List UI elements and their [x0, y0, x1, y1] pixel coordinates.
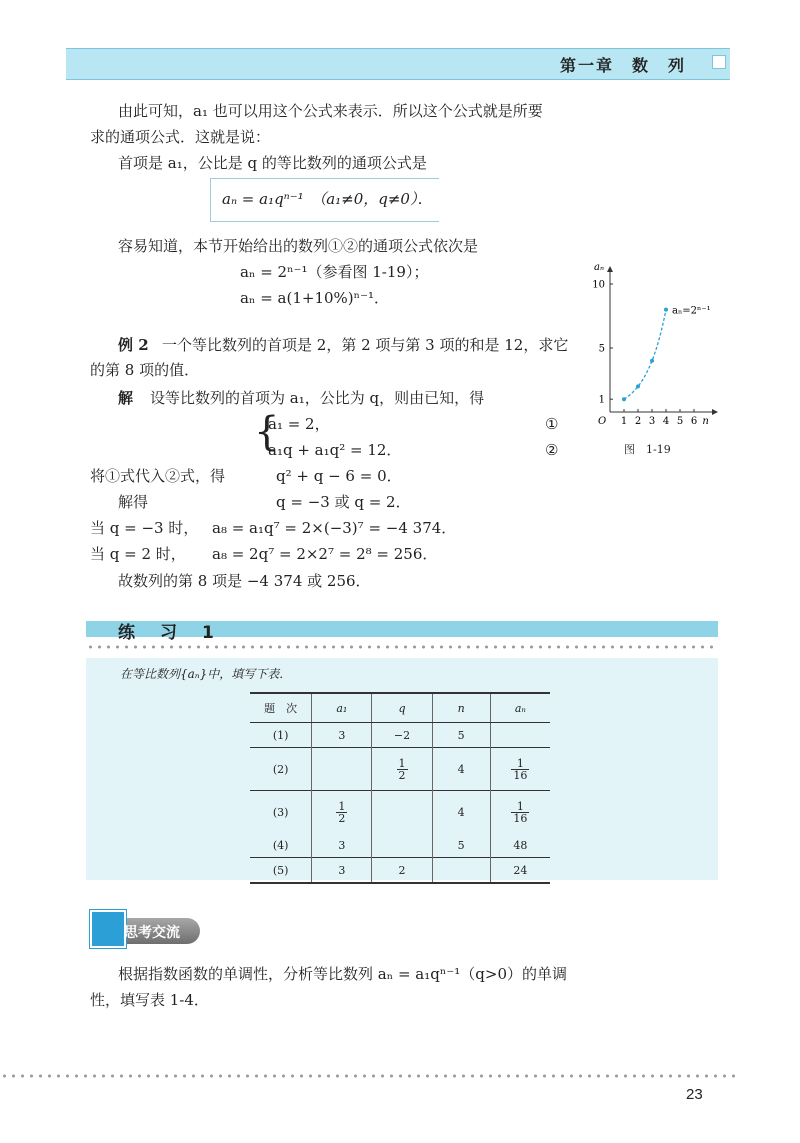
formula-seq1: aₙ = 2ⁿ⁻¹（参看图 1-19）； [240, 263, 429, 281]
table-cell: (5) [250, 858, 312, 884]
solution-text: 设等比数列的首项为 a₁，公比为 q，则由已知，得 [150, 389, 485, 407]
table-cell [490, 748, 550, 791]
solve-equation: q = −3 或 q = 2． [276, 493, 411, 511]
table-cell [490, 723, 550, 748]
x-tick-label: 5 [676, 416, 684, 427]
table-cell: (4) [250, 833, 312, 858]
fraction-numerator: 1 [338, 799, 346, 813]
y-tick-label: 5 [598, 343, 605, 355]
example-label: 例 2 [118, 336, 149, 354]
table-cell: −2 [372, 723, 432, 748]
table-cell: 2 [372, 858, 432, 884]
case1-equation: a₈ = a₁q⁷ = 2×(−3)⁷ = −4 374． [212, 519, 457, 537]
fraction-denominator: 2 [338, 811, 346, 825]
x-tick-label: 1 [620, 416, 628, 427]
para1-line1: 由此可知，a₁ 也可以用这个公式来表示．所以这个公式就是所要 [118, 102, 543, 120]
table-header: a₁ [312, 693, 372, 723]
fraction-numerator: 1 [398, 756, 406, 770]
eq1-marker: ① [545, 415, 559, 433]
solve-lead: 解得 [118, 493, 149, 511]
example-text-line2: 的第 8 项的值． [90, 361, 200, 379]
solution-label: 解 [118, 389, 134, 407]
think-cube-icon [90, 910, 126, 948]
table-cell: 3 [312, 833, 372, 858]
table-cell [312, 791, 372, 834]
fraction-denominator: 16 [513, 811, 528, 825]
substitution-lead: 将①式代入②式，得 [90, 467, 226, 485]
table-cell [432, 858, 490, 884]
table-header: aₙ [490, 693, 550, 723]
table-row [250, 791, 550, 834]
table-cell: 24 [490, 858, 550, 884]
data-point [664, 308, 668, 312]
exponential-curve [624, 310, 666, 400]
x-axis-label: n [702, 416, 709, 427]
x-axis-arrow [712, 409, 718, 415]
x-tick-label: 3 [648, 416, 656, 427]
fraction-denominator: 16 [513, 768, 528, 782]
x-tick-label: 4 [662, 416, 670, 427]
table-row [250, 723, 550, 748]
table-cell: 3 [312, 858, 372, 884]
table-cell [372, 791, 432, 834]
exercise-title: 练 习 1 [118, 623, 218, 643]
substitution-equation: q² + q − 6 = 0． [276, 467, 402, 485]
think-line2: 性，填写表 1-4． [90, 991, 209, 1009]
origin-label: O [598, 416, 607, 427]
table-cell [372, 833, 432, 858]
data-point [636, 384, 640, 388]
general-term-formula: aₙ = a₁qⁿ⁻¹ （a₁≠0，q≠0）． [222, 190, 433, 208]
table-cell: 3 [312, 723, 372, 748]
dotted-divider [86, 645, 718, 649]
case2-equation: a₈ = 2q⁷ = 2×2⁷ = 2⁸ = 256． [212, 545, 438, 563]
fraction [336, 801, 347, 824]
system-eq1: a₁ = 2， [268, 415, 330, 433]
para2-line1: 容易知道，本节开始给出的数列①②的通项公式依次是 [118, 237, 479, 255]
table-cell [372, 748, 432, 791]
y-tick-label: 10 [592, 279, 605, 291]
formula-seq2: aₙ = a(1+10%)ⁿ⁻¹． [240, 289, 390, 307]
x-tick-label: 6 [690, 416, 698, 427]
equation-brace: { [254, 409, 280, 455]
fraction-numerator: 1 [511, 801, 529, 813]
footer-dotted-line [0, 1074, 740, 1078]
para1-line2: 求的通项公式．这就是说： [90, 128, 271, 146]
case2-lead: 当 q = 2 时， [90, 545, 186, 563]
fraction-numerator: 1 [511, 758, 529, 770]
data-point [650, 359, 654, 363]
exercise-instruction: 在等比数列{aₙ}中，填写下表． [120, 667, 292, 681]
y-tick-label: 1 [598, 394, 605, 406]
table-cell [490, 791, 550, 834]
table-row [250, 833, 550, 858]
system-eq2: a₁q + a₁q² = 12． [268, 441, 402, 459]
table-cell: (1) [250, 723, 312, 748]
table-cell: 4 [432, 748, 490, 791]
figure-1-19 [580, 260, 720, 430]
figure-caption: 图 1-19 [624, 443, 671, 456]
header-square-decoration [712, 55, 726, 69]
table-cell: (2) [250, 748, 312, 791]
data-point [622, 397, 626, 401]
fraction [511, 801, 529, 824]
think-title: 思考交流 [124, 925, 180, 941]
table-cell: 5 [432, 723, 490, 748]
fraction-denominator: 2 [398, 768, 406, 782]
curve-label: aₙ=2ⁿ⁻¹ [672, 305, 711, 317]
table-cell: (3) [250, 791, 312, 834]
exercise-table [250, 692, 550, 884]
fraction [511, 758, 529, 781]
table-row [250, 748, 550, 791]
x-tick-label: 2 [634, 416, 642, 427]
think-line1: 根据指数函数的单调性，分析等比数列 aₙ = a₁qⁿ⁻¹（q>0）的单调 [118, 965, 567, 983]
table-header: q [372, 693, 432, 723]
example-text-line1: 一个等比数列的首项是 2，第 2 项与第 3 项的和是 12，求它 [162, 336, 569, 354]
table-header-row [250, 693, 550, 723]
table-header: 题 次 [250, 693, 312, 723]
fraction [397, 758, 408, 781]
conclusion: 故数列的第 8 项是 −4 374 或 256． [118, 572, 371, 590]
table-cell [312, 748, 372, 791]
para1-line3: 首项是 a₁，公比是 q 的等比数列的通项公式是 [118, 154, 427, 172]
table-cell: 4 [432, 791, 490, 834]
case1-lead: 当 q = −3 时， [90, 519, 199, 537]
chapter-title: 第一章 数 列 [560, 56, 687, 75]
page-number: 23 [686, 1086, 703, 1103]
table-cell: 48 [490, 833, 550, 858]
y-axis-label: aₙ [594, 262, 605, 273]
eq2-marker: ② [545, 441, 559, 459]
y-axis-arrow [607, 266, 613, 272]
table-header: n [432, 693, 490, 723]
table-cell: 5 [432, 833, 490, 858]
table-row [250, 858, 550, 884]
